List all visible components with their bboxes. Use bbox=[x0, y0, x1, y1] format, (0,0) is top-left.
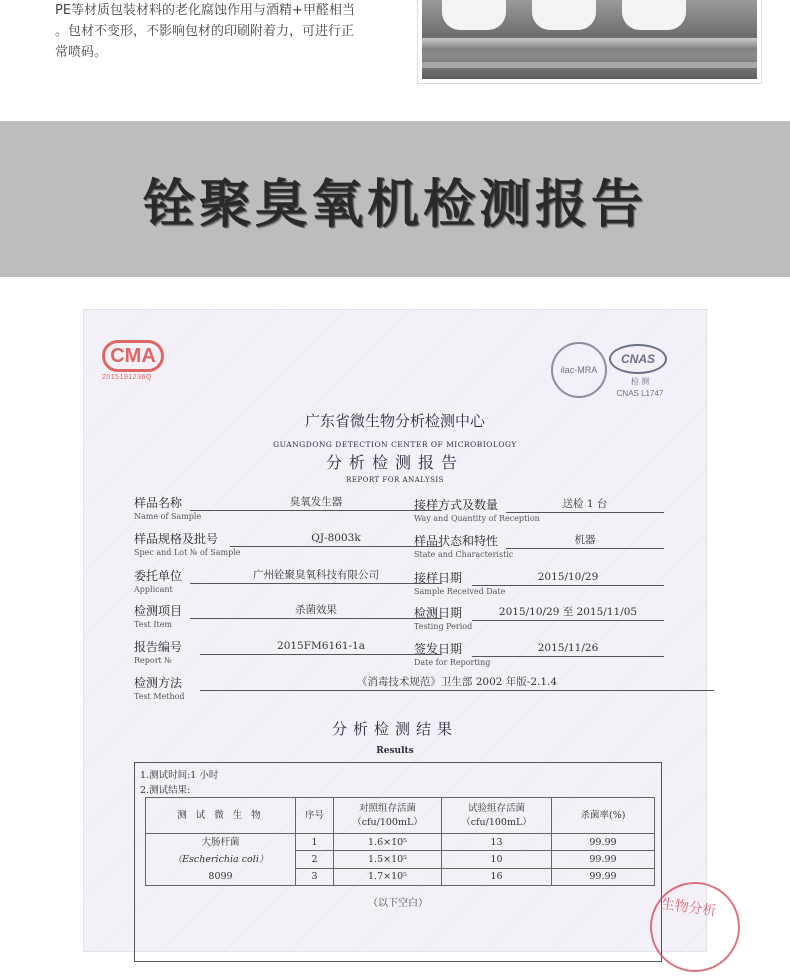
ilac-mra-logo bbox=[551, 342, 607, 398]
field-label-en: Spec and Lot № of Sample bbox=[134, 548, 241, 557]
row-control: 1.7×10⁵ bbox=[334, 868, 442, 885]
field-label-en: Way and Quantity of Reception bbox=[414, 514, 540, 523]
blank-below-note: （以下空白） bbox=[368, 898, 428, 909]
field-label-en: Date for Reporting bbox=[414, 658, 491, 667]
header-test-line2: （cfu/100mL） bbox=[461, 816, 532, 828]
field-value: 杀菌效果 bbox=[190, 603, 442, 619]
test-time-note: 1.测试时间:1 小时 bbox=[140, 770, 219, 781]
row-rate: 99.99 bbox=[552, 851, 655, 868]
results-table bbox=[145, 797, 655, 886]
results-title-cn: 分析检测结果 bbox=[331, 720, 458, 738]
field-value: 2015/10/29 至 2015/11/05 bbox=[472, 605, 664, 621]
row-control: 1.5×10⁵ bbox=[334, 851, 442, 868]
field-label: 样品规格及批号 bbox=[134, 532, 219, 546]
field-label-en: Applicant bbox=[134, 585, 173, 594]
cnas-oval: CNAS bbox=[609, 344, 667, 374]
bottles-image bbox=[422, 0, 757, 79]
field-label: 签发日期 bbox=[414, 642, 463, 656]
table-row bbox=[146, 834, 655, 851]
intro-section bbox=[0, 0, 790, 120]
header-control-line1: 对照组存活菌 bbox=[358, 802, 416, 814]
product-photo bbox=[417, 0, 762, 84]
field-label: 检测项目 bbox=[134, 604, 183, 618]
field-label: 报告编号 bbox=[134, 640, 183, 654]
header-microbe: 测 试 微 生 物 bbox=[146, 798, 296, 834]
intro-line-3: 常喷码。 bbox=[55, 45, 108, 60]
bottle-shape bbox=[442, 0, 506, 30]
header-control-line2: （cfu/100mL） bbox=[352, 816, 423, 828]
conveyor-rail bbox=[422, 62, 757, 68]
cma-mark bbox=[102, 340, 172, 390]
banner-title: 铨聚臭氧机检测报告 bbox=[142, 174, 647, 235]
field-label-en: Test Method bbox=[134, 692, 185, 701]
field-label: 样品状态和特性 bbox=[414, 534, 499, 548]
field-value: 2015/11/26 bbox=[472, 641, 664, 657]
report-title-cn: 分析检测报告 bbox=[325, 453, 464, 472]
row-test: 13 bbox=[442, 834, 552, 851]
header-test-line1: 试验组存活菌 bbox=[467, 802, 525, 814]
bottle-shape bbox=[622, 0, 686, 30]
field-label: 样品名称 bbox=[134, 496, 183, 510]
field-label: 检测日期 bbox=[414, 606, 463, 620]
field-label-en: State and Characteristic bbox=[414, 550, 514, 559]
test-result-note: 2.测试结果: bbox=[140, 785, 191, 796]
microbe-name-latin: （Escherichia coli） bbox=[172, 854, 269, 865]
header-control bbox=[334, 798, 442, 834]
row-test: 16 bbox=[442, 868, 552, 885]
header-test bbox=[442, 798, 552, 834]
cma-number: 2015191236Q bbox=[102, 374, 152, 381]
test-report-document bbox=[83, 309, 718, 952]
stamp-text: 生物分析 bbox=[659, 896, 718, 920]
row-control: 1.6×10⁵ bbox=[334, 834, 442, 851]
field-label: 接样方式及数量 bbox=[414, 498, 499, 512]
field-value: 送检 1 台 bbox=[506, 497, 664, 513]
intro-line-2: 。包材不变形，不影响包材的印刷附着力，可进行正 bbox=[55, 24, 355, 39]
section-banner bbox=[0, 121, 790, 277]
cnas-logo bbox=[609, 344, 671, 400]
cnas-code: CNAS L1747 bbox=[616, 389, 664, 398]
field-label-en: Name of Sample bbox=[134, 512, 202, 521]
conveyor-rail bbox=[422, 38, 757, 48]
field-value: 2015/10/29 bbox=[472, 570, 664, 586]
org-name-cn: 广东省微生物分析检测中心 bbox=[304, 412, 485, 430]
intro-line-1: PE等材质包装材料的老化腐蚀作用与酒精+甲醛相当 bbox=[55, 3, 355, 18]
field-label-en: Testing Period bbox=[414, 622, 473, 631]
field-value: 《消毒技术规范》卫生部 2002 年版-2.1.4 bbox=[200, 675, 714, 691]
table-header-row bbox=[146, 798, 655, 834]
header-rate: 杀菌率(%) bbox=[552, 798, 655, 834]
field-value: 机器 bbox=[506, 533, 664, 549]
field-label: 接样日期 bbox=[414, 571, 463, 585]
row-rate: 99.99 bbox=[552, 834, 655, 851]
row-no: 1 bbox=[296, 834, 334, 851]
field-label-en: Test Item bbox=[134, 620, 173, 629]
microbe-strain: 8099 bbox=[208, 871, 233, 882]
results-title-en: Results bbox=[376, 746, 414, 756]
field-label: 委托单位 bbox=[134, 569, 183, 583]
intro-text bbox=[55, 0, 400, 63]
field-value: QJ-8003k bbox=[230, 531, 442, 547]
org-name-en: GUANGDONG DETECTION CENTER OF MICROBIOLOGY bbox=[273, 440, 517, 449]
microbe-name-cn: 大肠杆菌 bbox=[201, 837, 240, 848]
field-value: 2015FM6161-1a bbox=[200, 639, 442, 655]
field-label-en: Report № bbox=[134, 656, 172, 665]
cma-logo: CMA bbox=[102, 340, 164, 372]
bottle-shape bbox=[532, 0, 596, 30]
field-label-en: Sample Received Date bbox=[414, 587, 506, 596]
header-no: 序号 bbox=[296, 798, 334, 834]
field-label: 检测方法 bbox=[134, 676, 183, 690]
row-no: 2 bbox=[296, 851, 334, 868]
row-test: 10 bbox=[442, 851, 552, 868]
ilac-text: ilac-MRA bbox=[560, 365, 598, 375]
row-rate: 99.99 bbox=[552, 868, 655, 885]
row-no: 3 bbox=[296, 868, 334, 885]
results-box bbox=[134, 762, 662, 962]
report-title-en: REPORT FOR ANALYSIS bbox=[346, 476, 444, 484]
field-value: 臭氧发生器 bbox=[190, 495, 442, 511]
cnas-sub: 检 测 bbox=[630, 377, 650, 386]
field-value: 广州铨聚臭氧科技有限公司 bbox=[190, 568, 442, 584]
microbe-cell bbox=[146, 834, 296, 886]
